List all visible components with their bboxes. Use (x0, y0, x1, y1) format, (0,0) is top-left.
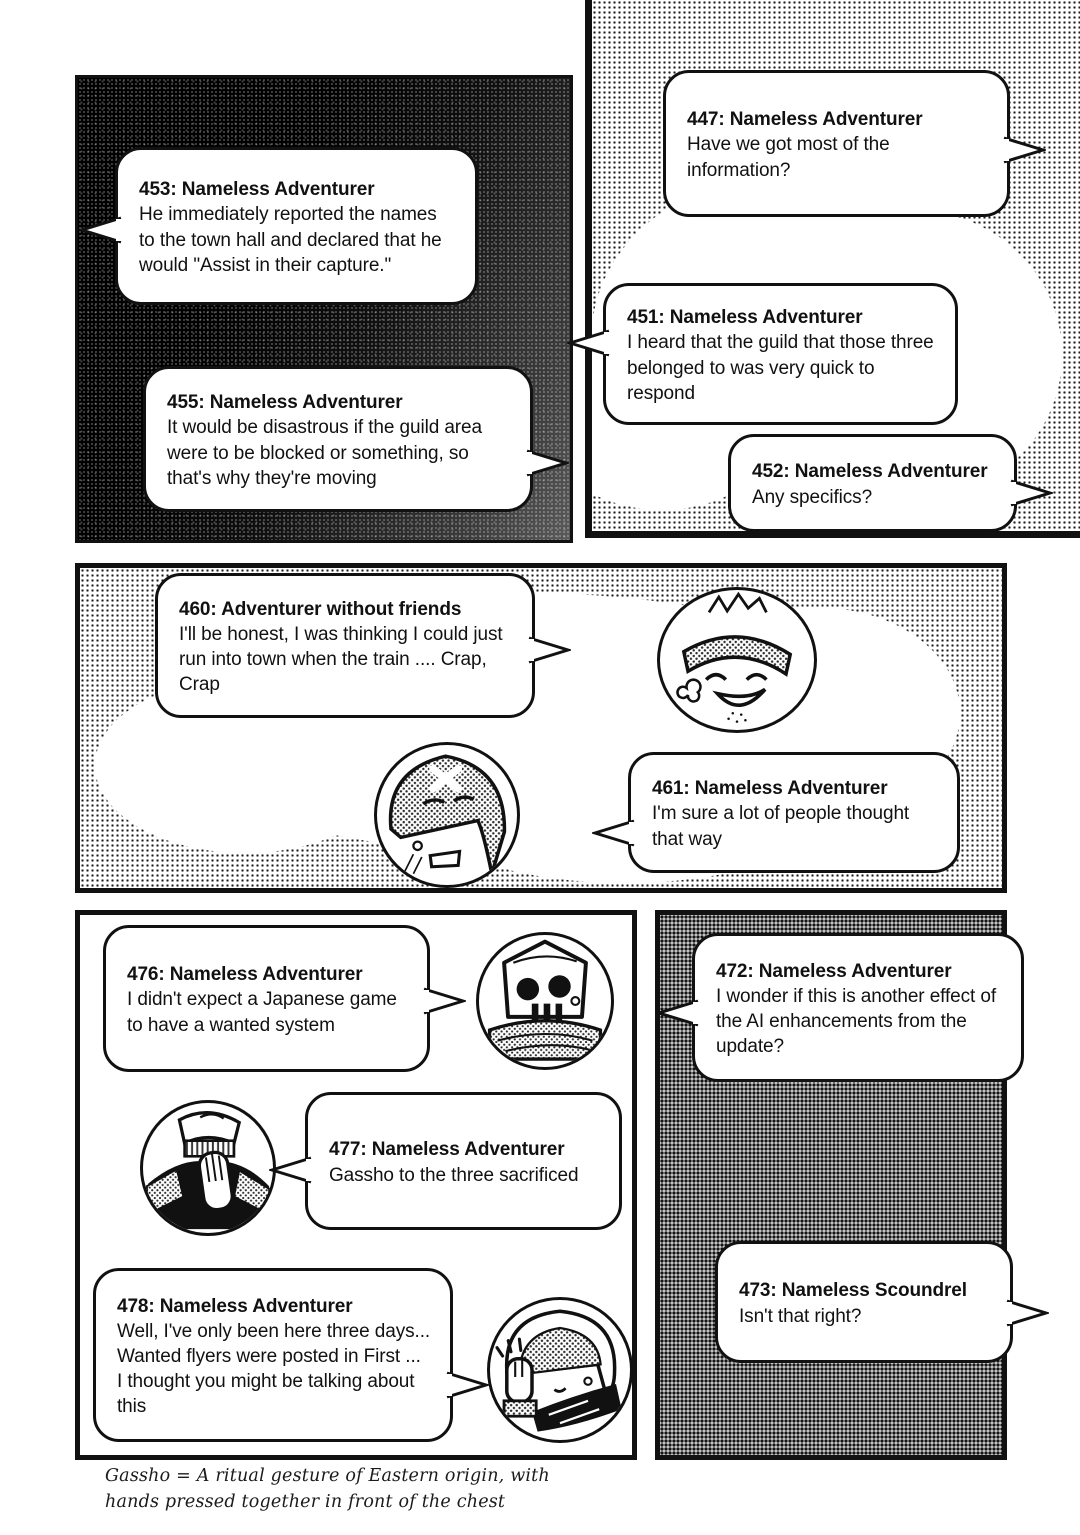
post-bubble-476 (103, 925, 430, 1072)
post-body: I heard that the guild that those three belonged to was very quick to respond (627, 332, 934, 404)
post-body: I'm sure a lot of people thought that way (652, 803, 910, 850)
post-bubble-477 (305, 1092, 622, 1230)
post-header: 476: Nameless Adventurer (127, 964, 363, 986)
post-bubble-455 (143, 366, 533, 512)
post-header: 477: Nameless Adventurer (329, 1139, 565, 1161)
post-header: 451: Nameless Adventurer (627, 307, 863, 329)
post-header: 472: Nameless Adventurer (716, 960, 952, 982)
laughing-headband-man-avatar (657, 587, 817, 733)
post-header: 452: Nameless Adventurer (752, 461, 988, 483)
post-bubble-451 (603, 283, 958, 425)
post-bubble-452 (728, 434, 1017, 532)
post-bubble-460 (155, 573, 535, 718)
post-body: He immediately reported the names to the town hall and declared that he would "Assist in their capture." (139, 204, 442, 276)
post-bubble-447 (663, 70, 1010, 217)
post-body: Gassho to the three sacrificed (329, 1164, 579, 1186)
post-header: 461: Nameless Adventurer (652, 778, 888, 800)
translator-footnote: Gassho = A ritual gesture of Eastern origin, with hands pressed together in front of the chest (105, 1466, 550, 1513)
post-bubble-461 (628, 752, 960, 873)
post-header: 453: Nameless Adventurer (139, 179, 375, 201)
post-body: I wonder if this is another effect of the AI enhancements from the update? (716, 985, 997, 1058)
post-header: 460: Adventurer without friends (179, 598, 462, 620)
distressed-girl-avatar (374, 742, 520, 888)
post-header: 478: Nameless Adventurer (117, 1295, 353, 1317)
post-body: Isn't that right? (739, 1305, 862, 1327)
post-bubble-472 (692, 933, 1024, 1082)
post-bubble-478 (93, 1268, 453, 1442)
post-header: 473: Nameless Scoundrel (739, 1280, 967, 1302)
post-body: It would be disastrous if the guild area were to be blocked or something, so that's why they're moving (167, 417, 482, 489)
post-body: Any specifics? (752, 486, 873, 508)
post-body: Well, I've only been here three days... Wanted flyers were posted in First ... I thought you might be talking about this (117, 1320, 431, 1418)
post-header: 447: Nameless Adventurer (687, 109, 923, 131)
post-body: I'll be honest, I was thinking I could just run into town when the train .... Crap, Crap (179, 623, 503, 696)
post-body: I didn't expect a Japanese game to have a wanted system (127, 989, 397, 1036)
post-header: 455: Nameless Adventurer (167, 392, 403, 414)
praying-knight-avatar (140, 1100, 276, 1236)
post-bubble-473 (715, 1241, 1013, 1363)
startled-blond-avatar (487, 1297, 633, 1443)
post-body: Have we got most of the information? (687, 134, 890, 181)
post-bubble-453 (115, 147, 478, 305)
skull-mask-avatar (476, 932, 614, 1070)
